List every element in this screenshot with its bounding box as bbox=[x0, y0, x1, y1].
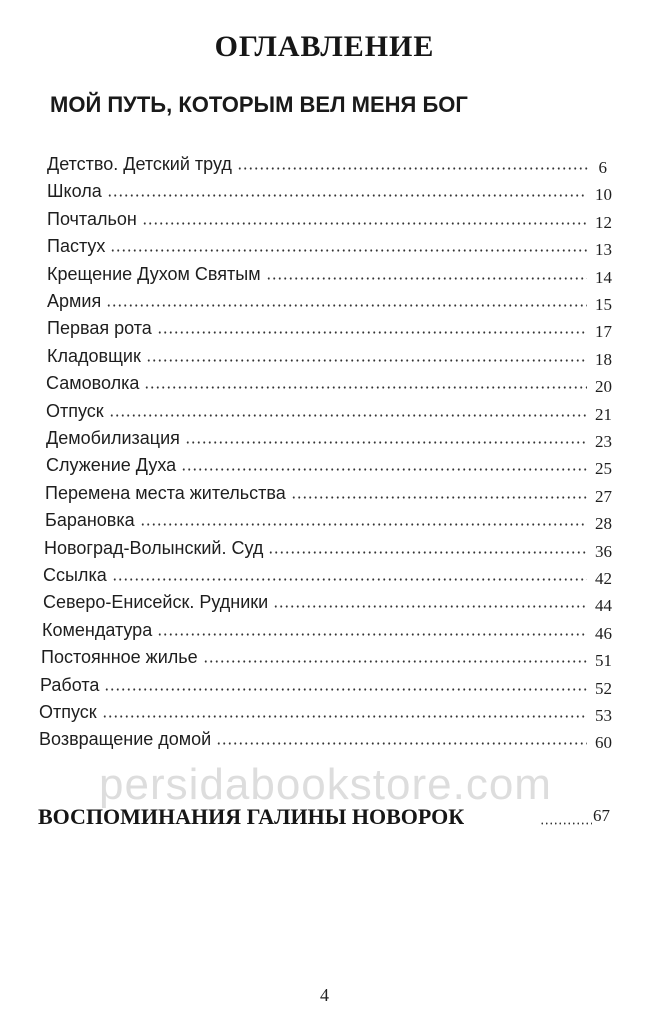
toc-leader-dots bbox=[237, 167, 590, 170]
toc-entry-page: 25 bbox=[595, 459, 612, 479]
toc-entry bbox=[46, 453, 612, 477]
toc-entry bbox=[39, 727, 612, 751]
toc-entry bbox=[46, 371, 612, 395]
toc-leader-dots bbox=[185, 441, 587, 444]
toc-entry-title: Детство. Детский труд bbox=[47, 152, 235, 176]
toc-entry-page: 42 bbox=[595, 569, 612, 588]
toc-leader-dots bbox=[266, 277, 587, 280]
toc-entry-title: Служение Духа bbox=[46, 453, 179, 477]
toc-entry bbox=[46, 399, 612, 423]
toc-leader-dots bbox=[104, 688, 587, 691]
toc-entry bbox=[47, 207, 612, 231]
toc-entry-title: Отпуск bbox=[46, 399, 107, 423]
toc-leader-dots bbox=[146, 359, 587, 362]
toc-leader-dots bbox=[140, 523, 587, 526]
toc-entry-page: 15 bbox=[595, 295, 612, 314]
toc-entry-page: 23 bbox=[595, 432, 612, 451]
toc-leader-dots bbox=[157, 331, 587, 334]
toc-entry-title: Кладовщик bbox=[47, 344, 144, 368]
toc-entry-page: 60 bbox=[595, 733, 612, 753]
toc-entry bbox=[41, 645, 612, 669]
toc-entry-title: Возвращение домой bbox=[39, 727, 214, 751]
toc-entry-title: Новоград-Волынский. Суд bbox=[44, 536, 266, 560]
toc-entry-page: 12 bbox=[595, 212, 612, 232]
toc-leader-dots bbox=[109, 414, 587, 417]
watermark-text: persidabookstore.com bbox=[99, 760, 552, 809]
toc-entry-page: 18 bbox=[595, 349, 612, 369]
memoir-heading: ВОСПОМИНАНИЯ ГАЛИНЫ НОВОРОК bbox=[38, 804, 465, 829]
toc-entry-page: 6 bbox=[598, 158, 607, 177]
toc-entry bbox=[39, 700, 612, 724]
toc-leader-dots bbox=[102, 715, 587, 718]
toc-leader-dots bbox=[106, 304, 587, 307]
toc-entry-page: 14 bbox=[595, 267, 612, 287]
toc-entry-page: 52 bbox=[595, 678, 612, 698]
toc-entry-title: Комендатура bbox=[42, 618, 155, 642]
toc-entry bbox=[47, 152, 607, 176]
toc-entry-title: Школа bbox=[47, 179, 105, 203]
toc-entry-page: 46 bbox=[595, 623, 612, 643]
toc-entry-title: Армия bbox=[47, 289, 104, 313]
toc-leader-dots bbox=[107, 194, 587, 197]
toc-entry bbox=[44, 536, 612, 560]
toc-entry-page: 53 bbox=[595, 706, 612, 725]
toc-entry-title: Отпуск bbox=[39, 700, 100, 724]
toc-leader-dots bbox=[181, 468, 587, 471]
toc-entry-title: Перемена места жительства bbox=[45, 481, 289, 505]
toc-entry-page: 21 bbox=[595, 404, 612, 424]
toc-entry bbox=[40, 673, 612, 697]
toc-entry-page: 36 bbox=[595, 541, 612, 561]
toc-entry-page: 10 bbox=[595, 185, 612, 205]
toc-entry bbox=[45, 481, 612, 505]
toc-entry-page: 51 bbox=[595, 651, 612, 671]
toc-entry bbox=[47, 262, 612, 286]
page-title: ОГЛАВЛЕНИЕ bbox=[214, 30, 435, 63]
toc-leader-dots bbox=[216, 742, 587, 745]
toc-leader-dots bbox=[112, 578, 587, 581]
toc-entry bbox=[43, 563, 612, 587]
toc-leader-dots bbox=[291, 496, 587, 499]
toc-entry-page: 17 bbox=[595, 322, 612, 342]
toc-entry bbox=[43, 590, 612, 614]
toc-entry-title: Работа bbox=[40, 673, 102, 697]
toc-entry bbox=[47, 289, 612, 313]
page-number: 4 bbox=[320, 985, 329, 1005]
toc-entry-title: Постоянное жилье bbox=[41, 645, 201, 669]
toc-entry-title: Северо-Енисейск. Рудники bbox=[43, 590, 271, 614]
toc-entry-title: Первая рота bbox=[47, 316, 155, 340]
toc-entry bbox=[45, 508, 612, 532]
toc-entry-title: Пастух bbox=[47, 234, 108, 258]
toc-leader-dots bbox=[157, 633, 587, 636]
toc-entry-page: 44 bbox=[595, 596, 612, 616]
toc-entry-title: Крещение Духом Святым bbox=[47, 262, 264, 286]
section-heading: МОЙ ПУТЬ, КОТОРЫМ ВЕЛ МЕНЯ БОГ bbox=[50, 92, 468, 117]
toc-entry bbox=[47, 234, 612, 258]
toc-leader-dots bbox=[142, 222, 587, 225]
toc-entry bbox=[47, 344, 612, 368]
toc-entry-page: 13 bbox=[595, 240, 612, 260]
toc-entry bbox=[42, 618, 612, 642]
toc-entry-page: 28 bbox=[595, 514, 612, 534]
toc-leader-dots bbox=[273, 605, 587, 608]
memoir-leader-dots bbox=[540, 822, 592, 825]
toc-entry bbox=[47, 316, 612, 340]
toc-entry-title: Барановка bbox=[45, 508, 138, 532]
toc-entry-page: 20 bbox=[595, 377, 612, 397]
toc-entry-title: Самоволка bbox=[46, 371, 142, 395]
toc-leader-dots bbox=[203, 660, 587, 663]
toc-entry-title: Ссылка bbox=[43, 563, 110, 587]
toc-entry-page: 27 bbox=[595, 486, 612, 506]
toc-entry-title: Почтальон bbox=[47, 207, 140, 231]
toc-entry-title: Демобилизация bbox=[46, 426, 183, 450]
toc-entry bbox=[47, 179, 612, 203]
toc-leader-dots bbox=[144, 386, 587, 389]
toc-leader-dots bbox=[268, 551, 587, 554]
memoir-page-number: 67 bbox=[593, 806, 610, 825]
toc-entry bbox=[46, 426, 612, 450]
toc-leader-dots bbox=[110, 249, 587, 252]
